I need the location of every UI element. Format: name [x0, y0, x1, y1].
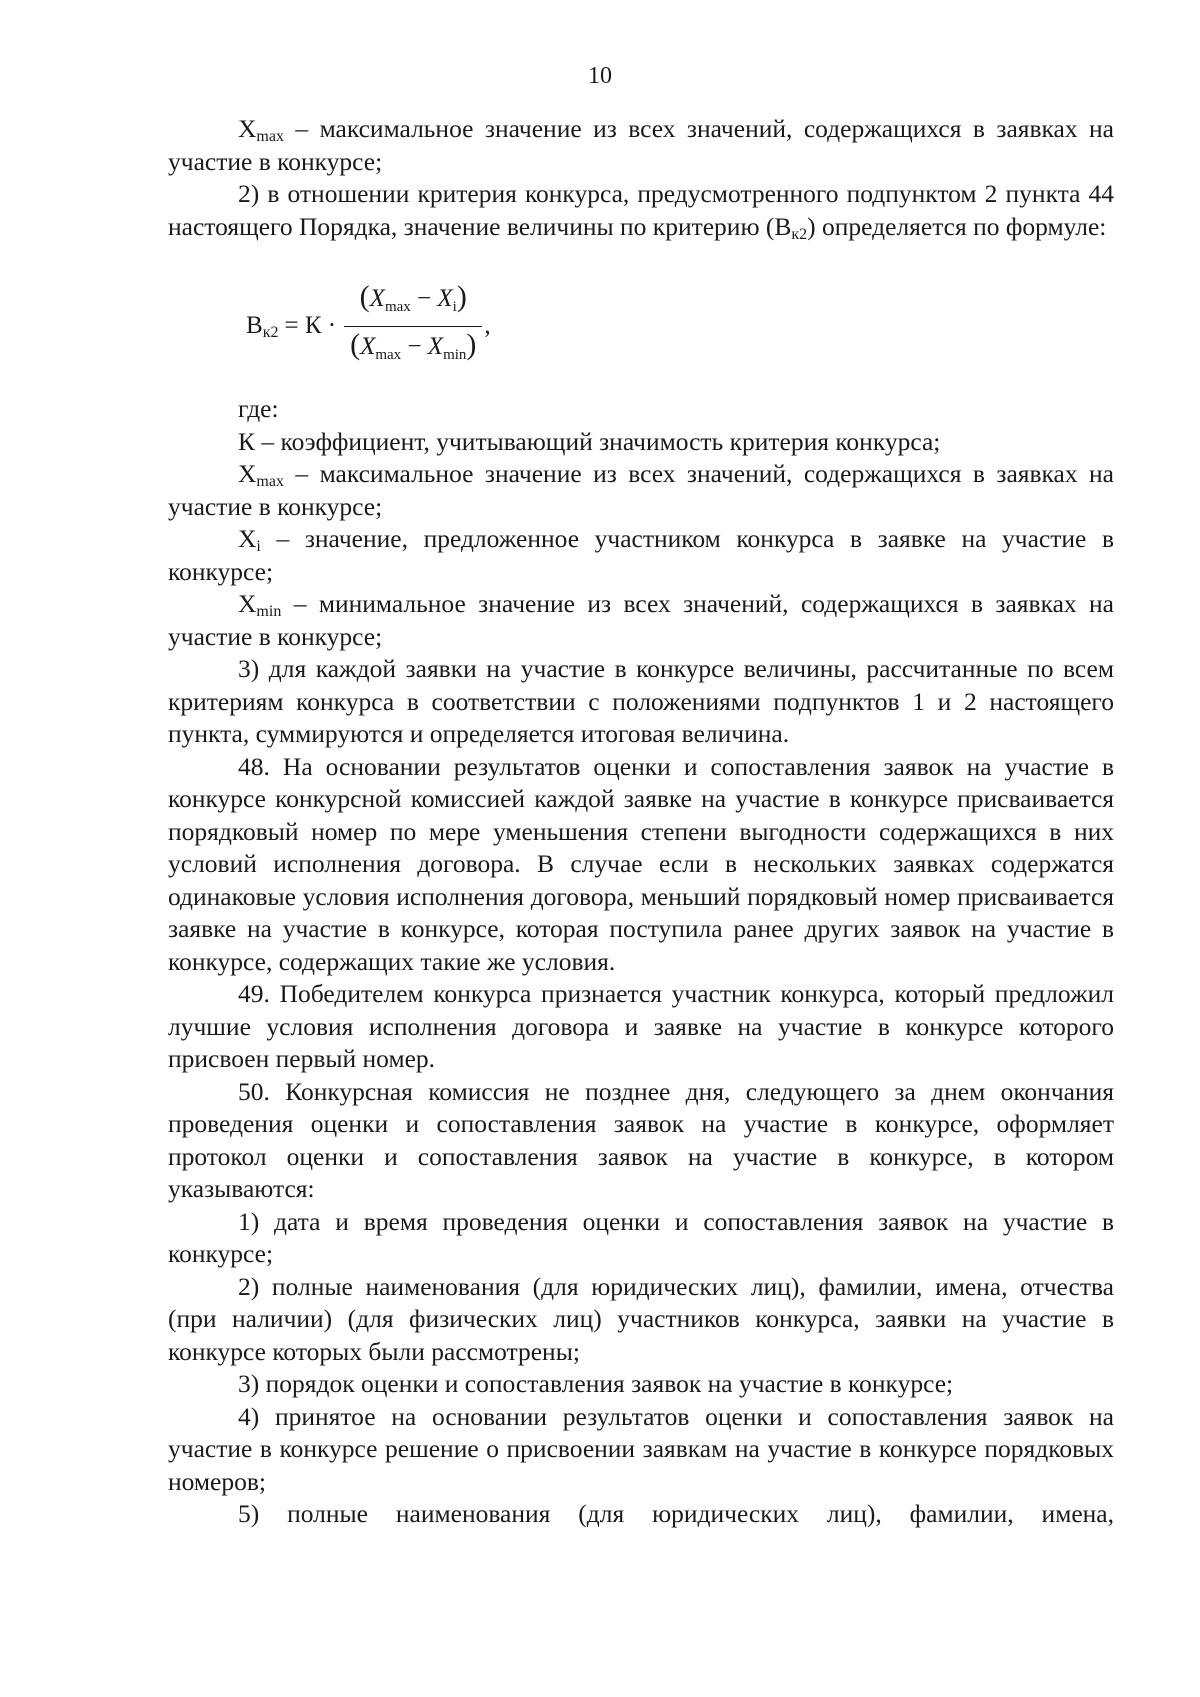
variable-x: X [238, 114, 257, 143]
definition-text: – максимальное значение из всех значений, содержащихся в заявках на участие в конкурсе; [168, 114, 1114, 176]
list-item-3: 3) порядок оценки и сопоставления заявок на участие в конкурсе; [238, 1369, 954, 1398]
formula-eq: = К · [284, 311, 337, 339]
formula-fraction [344, 281, 482, 371]
subpoint-3-paragraph: 3) для каждой заявки на участие в конкурсе величины, рассчитанные по всем критериям конкурса в соответствии с положениями подпунктов 1 и 2 настоящего пункта, суммируются и определяется итоговая величина. [168, 654, 1114, 748]
xmax-definition-paragraph [168, 113, 1114, 178]
subpoint-2-text-a: 2) в отношении критерия конкурса, предусмотренного подпунктом 2 пункта 44 настоящего Порядка, значение величины по критерию (В [168, 179, 1114, 241]
page-number: 10 [588, 63, 612, 89]
point-50-paragraph: 50. Конкурсная комиссия не позднее дня, следующего за днем окончания проведения оценки и сопоставления заявок на участие в конкурсе, оформляет протокол оценки и сопоставления заявок на участие в конкурсе, в котором указываются: [168, 1076, 1114, 1203]
subscript-max: max [256, 128, 284, 145]
where-label: где: [238, 394, 279, 423]
formula [246, 281, 491, 371]
k-definition: К – коэффициент, учитывающий значимость критерия конкурса; [238, 426, 941, 456]
subpoint-2-text-b: ) определяется по формуле: [807, 211, 1107, 241]
formula-denominator: $(X_{max} - X_{min})$ [344, 326, 482, 372]
subscript-k2: к2 [791, 225, 808, 243]
point-48-paragraph: 48. На основании результатов оценки и сопоставления заявок на участие в конкурсе конкурсной комиссией каждой заявке на участие в конкурсе присваивается порядковый номер по мере уменьшения степени выгодности содержащихся в них условий исполнения договора. В случае если в нескольких заявках содержатся одинаковые условия исполнения договора, меньший порядковый номер присваивается заявке на участие в конкурсе, которая поступила ранее других заявок на участие в конкурсе, содержащих такие же условия. [168, 751, 1114, 976]
document-body [168, 113, 1114, 1531]
xmin-definition: $X_{min}$ – минимальное значение из всех значений, содержащихся в заявках на участие в конкурсе; [168, 589, 1114, 651]
list-item-1: 1) дата и время проведения оценки и сопоставления заявок на участие в конкурсе; [168, 1206, 1114, 1268]
point-49-paragraph: 49. Победителем конкурса признается участник конкурса, который предложил лучшие условия исполнения договора и заявке на участие в конкурсе которого присвоен первый номер. [168, 979, 1114, 1073]
formula-block [168, 243, 1114, 393]
list-item-5: 5) полные наименования (для юридических лиц), фамилии, имена, [238, 1499, 1114, 1528]
subpoint-2-paragraph [168, 178, 1114, 243]
formula-comma: , [484, 311, 491, 339]
formula-lhs: $В_{к2}$ [246, 311, 279, 341]
xi-definition: $X_i$ – значение, предложенное участником конкурса в заявке на участие в конкурсе; [168, 524, 1114, 586]
xmax-definition-2: $X_{max}$ – максимальное значение из всех значений, содержащихся в заявках на участие в конкурсе; [168, 459, 1114, 521]
list-item-2: 2) полные наименования (для юридических лиц), фамилии, имена, отчества (при наличии) (для физических лиц) участников конкурса, заявки на участие в конкурсе которых были рассмотрены; [168, 1271, 1114, 1366]
formula-numerator: $(X_{max} - X_i)$ [359, 280, 467, 315]
list-item-4: 4) принятое на основании результатов оценки и сопоставления заявок на участие в конкурсе решение о присвоении заявкам на участие в конкурсе порядковых номеров; [168, 1401, 1114, 1496]
